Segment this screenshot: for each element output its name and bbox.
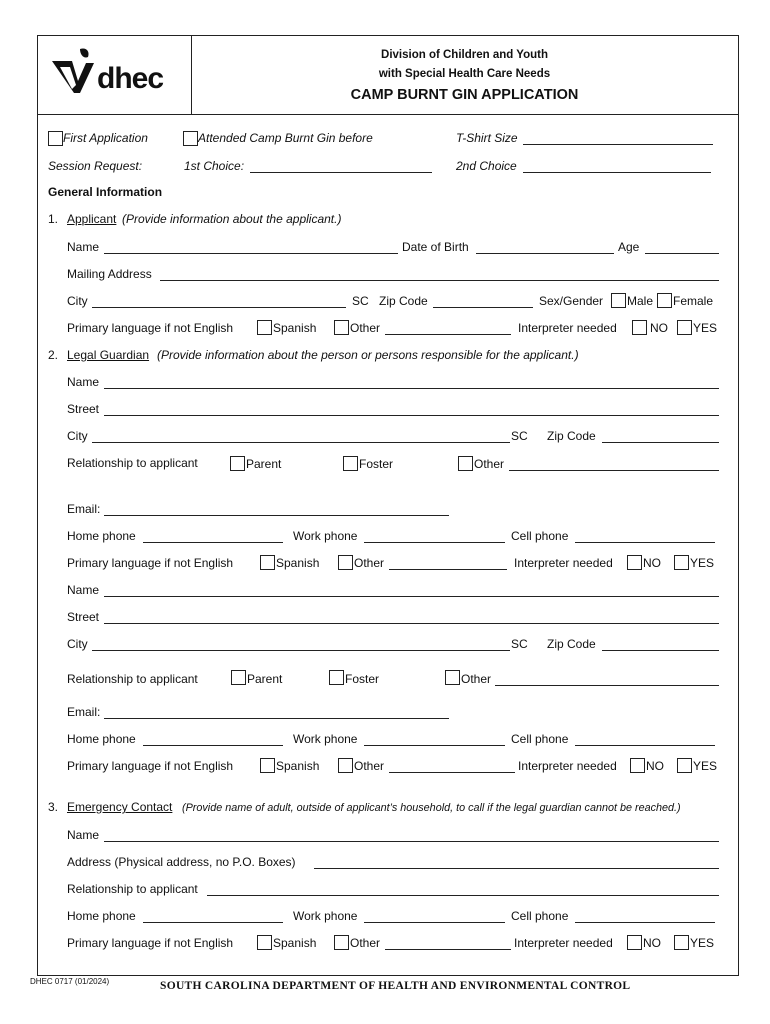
guardian2-street-label: Street xyxy=(67,610,100,624)
guardian2-work-field[interactable] xyxy=(364,745,505,746)
guardian1-spanish-checkbox[interactable] xyxy=(260,555,275,570)
guardian2-interp-no-checkbox[interactable] xyxy=(630,758,645,773)
mailing-field[interactable] xyxy=(160,280,719,281)
sec2-number: 2. xyxy=(48,348,59,362)
guardian1-home-label: Home phone xyxy=(67,529,136,543)
guardian2-spanish-checkbox[interactable] xyxy=(260,758,275,773)
applicant-interp-no-checkbox[interactable] xyxy=(632,320,647,335)
emergency-cell-label: Cell phone xyxy=(511,909,569,923)
applicant-zip-field[interactable] xyxy=(433,307,533,308)
guardian2-zip-label: Zip Code xyxy=(547,637,596,651)
header-divider xyxy=(38,114,738,115)
guardian1-lang-other-label: Other xyxy=(354,556,385,570)
sec1-note: (Provide information about the applicant.) xyxy=(122,212,342,226)
sec2-heading: Legal Guardian xyxy=(67,348,150,362)
male-checkbox[interactable] xyxy=(611,293,626,308)
female-label: Female xyxy=(673,294,714,308)
guardian1-cell-label: Cell phone xyxy=(511,529,569,543)
emergency-rel-label: Relationship to applicant xyxy=(67,882,198,896)
applicant-name-label: Name xyxy=(67,240,100,254)
guardian2-state-label: SC xyxy=(511,637,528,651)
emergency-lang-other-field[interactable] xyxy=(385,949,511,950)
first-choice-label: 1st Choice: xyxy=(184,159,245,173)
header-line-1: Division of Children and Youth xyxy=(381,49,548,61)
guardian1-zip-label: Zip Code xyxy=(547,429,596,443)
guardian2-zip-field[interactable] xyxy=(602,650,719,651)
emergency-rel-field[interactable] xyxy=(207,895,719,896)
guardian1-other-field[interactable] xyxy=(509,470,719,471)
guardian1-foster-label: Foster xyxy=(359,457,394,471)
sec3-note: (Provide name of adult, outside of applicant’s household, to call if the legal guardian cannot be reached.) xyxy=(182,802,681,814)
agency-name: SOUTH CAROLINA DEPARTMENT OF HEALTH AND ENVIRONMENTAL CONTROL xyxy=(160,980,631,992)
applicant-spanish-label: Spanish xyxy=(273,321,317,335)
emergency-work-field[interactable] xyxy=(364,922,505,923)
applicant-zip-label: Zip Code xyxy=(379,294,428,308)
guardian1-state-label: SC xyxy=(511,429,528,443)
guardian1-interp-no-label: NO xyxy=(643,556,661,570)
emergency-name-field[interactable] xyxy=(104,841,719,842)
guardian1-work-field[interactable] xyxy=(364,542,505,543)
age-label: Age xyxy=(618,240,640,254)
applicant-lang-label: Primary language if not English xyxy=(67,321,234,335)
guardian2-interp-no-label: NO xyxy=(646,759,664,773)
attended-checkbox[interactable] xyxy=(183,131,198,146)
guardian2-street-field[interactable] xyxy=(104,623,719,624)
guardian1-home-field[interactable] xyxy=(143,542,283,543)
guardian2-cell-field[interactable] xyxy=(575,745,715,746)
guardian2-city-field[interactable] xyxy=(92,650,510,651)
guardian1-name-field[interactable] xyxy=(104,388,719,389)
guardian2-interp-yes-checkbox[interactable] xyxy=(677,758,692,773)
guardian2-lang-other-label: Other xyxy=(354,759,385,773)
emergency-interp-no-checkbox[interactable] xyxy=(627,935,642,950)
dob-field[interactable] xyxy=(476,253,614,254)
guardian2-city-label: City xyxy=(67,637,88,651)
guardian1-name-label: Name xyxy=(67,375,100,389)
tshirt-field[interactable] xyxy=(523,144,713,145)
applicant-interp-no-label: NO xyxy=(650,321,668,335)
emergency-name-label: Name xyxy=(67,828,100,842)
guardian2-lang-other-field[interactable] xyxy=(389,772,515,773)
guardian1-spanish-label: Spanish xyxy=(276,556,320,570)
guardian1-zip-field[interactable] xyxy=(602,442,719,443)
dhec-logo-icon xyxy=(50,47,102,97)
emergency-lang-other-checkbox[interactable] xyxy=(334,935,349,950)
applicant-other-checkbox[interactable] xyxy=(334,320,349,335)
emergency-spanish-checkbox[interactable] xyxy=(257,935,272,950)
applicant-spanish-checkbox[interactable] xyxy=(257,320,272,335)
guardian1-city-field[interactable] xyxy=(92,442,510,443)
emergency-interp-label: Interpreter needed xyxy=(514,936,613,950)
guardian1-interp-label: Interpreter needed xyxy=(514,556,613,570)
guardian2-spanish-label: Spanish xyxy=(276,759,320,773)
first-application-checkbox[interactable] xyxy=(48,131,63,146)
guardian1-lang-other-field[interactable] xyxy=(389,569,507,570)
male-label: Male xyxy=(627,294,654,308)
emergency-spanish-label: Spanish xyxy=(273,936,317,950)
attended-label: Attended Camp Burnt Gin before xyxy=(198,131,373,145)
guardian1-other-checkbox[interactable] xyxy=(458,456,473,471)
first-application-label: First Application xyxy=(63,131,148,145)
female-checkbox[interactable] xyxy=(657,293,672,308)
guardian1-work-label: Work phone xyxy=(293,529,358,543)
guardian2-name-label: Name xyxy=(67,583,100,597)
guardian2-name-field[interactable] xyxy=(104,596,719,597)
guardian2-other-field[interactable] xyxy=(495,685,719,686)
session-label: Session Request: xyxy=(48,159,143,173)
applicant-city-label: City xyxy=(67,294,88,308)
emergency-lang-other-label: Other xyxy=(350,936,381,950)
guardian2-other-checkbox[interactable] xyxy=(445,670,460,685)
logo-text: dhec xyxy=(97,62,164,95)
emergency-home-label: Home phone xyxy=(67,909,136,923)
applicant-interp-yes-label: YES xyxy=(693,321,718,335)
applicant-other-label: Other xyxy=(350,321,381,335)
tshirt-label: T-Shirt Size xyxy=(456,131,518,145)
guardian1-lang-other-checkbox[interactable] xyxy=(338,555,353,570)
guardian1-foster-checkbox[interactable] xyxy=(343,456,358,471)
guardian2-interp-yes-label: YES xyxy=(693,759,718,773)
first-choice-field[interactable] xyxy=(250,172,432,173)
guardian1-parent-label: Parent xyxy=(246,457,282,471)
guardian2-parent-checkbox[interactable] xyxy=(231,670,246,685)
applicant-interp-label: Interpreter needed xyxy=(518,321,617,335)
guardian2-cell-label: Cell phone xyxy=(511,732,569,746)
guardian1-street-field[interactable] xyxy=(104,415,719,416)
second-choice-field[interactable] xyxy=(523,172,711,173)
sec1-heading: Applicant xyxy=(67,212,117,226)
guardian1-parent-checkbox[interactable] xyxy=(230,456,245,471)
emergency-address-field[interactable] xyxy=(314,868,719,869)
emergency-interp-yes-checkbox[interactable] xyxy=(674,935,689,950)
page-title: CAMP BURNT GIN APPLICATION xyxy=(350,87,579,103)
guardian2-lang-other-checkbox[interactable] xyxy=(338,758,353,773)
guardian1-city-label: City xyxy=(67,429,88,443)
emergency-interp-no-label: NO xyxy=(643,936,661,950)
guardian2-interp-label: Interpreter needed xyxy=(518,759,617,773)
guardian1-other-label: Other xyxy=(474,457,505,471)
guardian2-lang-label: Primary language if not English xyxy=(67,759,234,773)
guardian1-rel-label: Relationship to applicant xyxy=(67,456,198,470)
guardian2-other-label: Other xyxy=(461,672,492,686)
emergency-cell-field[interactable] xyxy=(575,922,715,923)
age-field[interactable] xyxy=(645,253,719,254)
applicant-city-field[interactable] xyxy=(92,307,346,308)
sex-label: Sex/Gender xyxy=(539,294,604,308)
emergency-work-label: Work phone xyxy=(293,909,358,923)
guardian2-email-label: Email: xyxy=(67,705,101,719)
guardian2-foster-checkbox[interactable] xyxy=(329,670,344,685)
emergency-interp-yes-label: YES xyxy=(690,936,715,950)
guardian1-lang-label: Primary language if not English xyxy=(67,556,234,570)
sec3-heading: Emergency Contact xyxy=(67,800,173,814)
general-info-heading: General Information xyxy=(48,185,163,199)
emergency-lang-label: Primary language if not English xyxy=(67,936,234,950)
guardian1-cell-field[interactable] xyxy=(575,542,715,543)
guardian1-street-label: Street xyxy=(67,402,100,416)
guardian2-rel-label: Relationship to applicant xyxy=(67,672,198,686)
guardian1-interp-yes-label: YES xyxy=(690,556,715,570)
form-frame xyxy=(37,35,739,976)
applicant-interp-yes-checkbox[interactable] xyxy=(677,320,692,335)
guardian2-work-label: Work phone xyxy=(293,732,358,746)
guardian1-interp-yes-checkbox[interactable] xyxy=(674,555,689,570)
emergency-home-field[interactable] xyxy=(143,922,283,923)
sec3-number: 3. xyxy=(48,800,59,814)
guardian1-email-label: Email: xyxy=(67,502,101,516)
guardian2-home-label: Home phone xyxy=(67,732,136,746)
mailing-label: Mailing Address xyxy=(67,267,152,281)
header-line-2: with Special Health Care Needs xyxy=(378,68,551,80)
guardian1-interp-no-checkbox[interactable] xyxy=(627,555,642,570)
emergency-address-label: Address (Physical address, no P.O. Boxes) xyxy=(67,855,296,869)
applicant-name-field[interactable] xyxy=(104,253,398,254)
guardian2-home-field[interactable] xyxy=(143,745,283,746)
guardian1-email-field[interactable] xyxy=(104,515,449,516)
sec1-number: 1. xyxy=(48,212,59,226)
sec2-note: (Provide information about the person or persons responsible for the applicant.) xyxy=(157,348,579,362)
applicant-other-field[interactable] xyxy=(385,334,511,335)
second-choice-label: 2nd Choice xyxy=(456,159,517,173)
form-id: DHEC 0717 (01/2024) xyxy=(30,977,110,986)
guardian2-email-field[interactable] xyxy=(104,718,449,719)
applicant-state-label: SC xyxy=(352,294,369,308)
guardian2-parent-label: Parent xyxy=(247,672,283,686)
dob-label: Date of Birth xyxy=(402,240,469,254)
guardian2-foster-label: Foster xyxy=(345,672,380,686)
